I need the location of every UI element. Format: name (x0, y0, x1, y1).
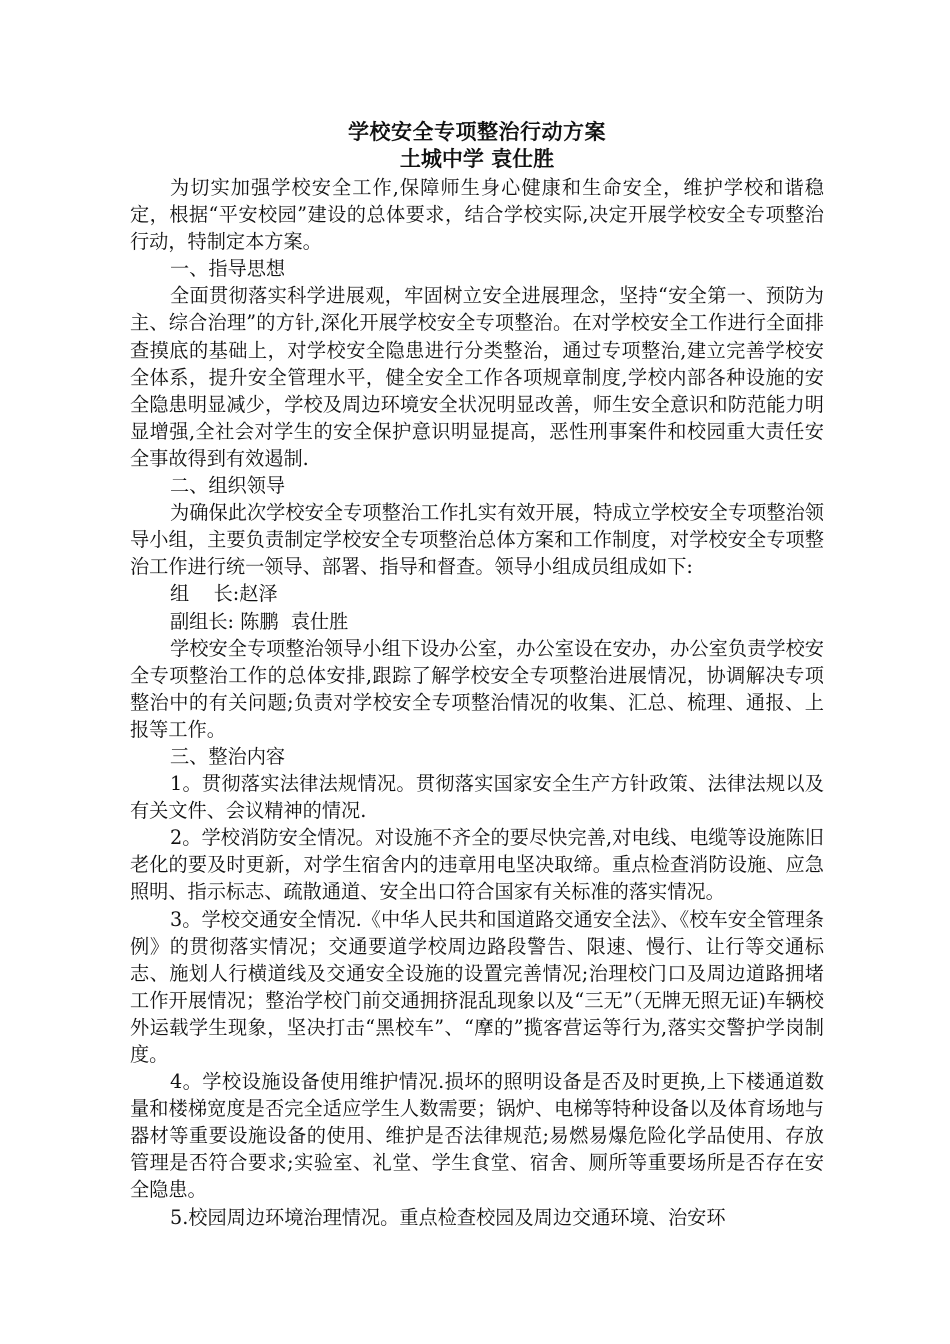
item-1-paragraph: 1。贯彻落实法律法规情况。贯彻落实国家安全生产方针政策、法律法规以及有关文件、会议精神的情况. (130, 772, 824, 823)
item-4-paragraph: 4。学校设施设备使用维护情况.损坏的照明设备是否及时更换,上下楼通道数量和楼梯宽度是否完全适应学生人数需要；锅炉、电梯等特种设备以及体育场地与器材等重要设施设备的使用、维护是否法律规范;易燃易爆危险化学品使用、存放管理是否符合要求;实验室、礼堂、学生食堂、宿舍、厕所等重要场所是否存在安全隐患。 (130, 1070, 824, 1202)
deputy-leader-line: 副组长: 陈鹏 袁仕胜 (170, 609, 349, 633)
document-title: 学校安全专项整治行动方案 (348, 119, 606, 144)
guiding-ideology-paragraph: 全面贯彻落实科学进展观，牢固树立安全进展理念，坚持“安全第一、预防为主、综合治理”的方针,深化开展学校安全专项整治。在对学校安全工作进行全面排查摸底的基础上，对学校安全隐患进行分类整治，通过专项整治,建立完善学校安全体系，提升安全管理水平，健全安全工作各项规章制度,学校内部各种设施的安全隐患明显减少，学校及周边环境安全状况明显改善，师生安全意识和防范能力明显增强,全社会对学生的安全保护意识明显提高，恶性刑事案件和校园重大责任安全事故得到有效遏制. (130, 284, 824, 470)
office-paragraph: 学校安全专项整治领导小组下设办公室，办公室设在安办，办公室负责学校安全专项整治工作的总体安排,跟踪了解学校安全专项整治进展情况，协调解决专项整治中的有关问题;负责对学校安全专项整治情况的收集、汇总、梳理、通报、上报等工作。 (130, 636, 824, 741)
item-2-paragraph: 2。学校消防安全情况。对设施不齐全的要尽快完善,对电线、电缆等设施陈旧老化的要及时更新，对学生宿舍内的违章用电坚决取缔。重点检查消防设施、应急照明、指示标志、疏散通道、安全出口符合国家有关标准的落实情况。 (130, 826, 824, 904)
item-3-paragraph: 3。学校交通安全情况.《中华人民共和国道路交通安全法》、《校车安全管理条例》的贯彻落实情况；交通要道学校周边路段警告、限速、慢行、让行等交通标志、施划人行横道线及交通安全设施的设置完善情况;治理校门口及周边道路拥堵工作开展情况；整治学校门前交通拥挤混乱现象以及“三无”（无牌无照无证)车辆校外运载学生现象，坚决打击“黑校车”、“摩的”揽客营运等行为,落实交警护学岗制度。 (130, 907, 824, 1066)
team-leader-line: 组 长:赵泽 (170, 582, 278, 606)
intro-paragraph: 为切实加强学校安全工作,保障师生身心健康和生命安全，维护学校和谐稳定，根据“平安校园”建设的总体要求，结合学校实际,决定开展学校安全专项整治行动，特制定本方案。 (130, 176, 824, 254)
document-page (130, 118, 824, 1231)
section-heading-content: 三、整治内容 (170, 744, 286, 768)
item-5-paragraph: 5.校园周边环境治理情况。重点检查校园及周边交通环境、治安环 (170, 1205, 726, 1229)
section-heading-organization: 二、组织领导 (170, 474, 286, 498)
organization-paragraph: 为确保此次学校安全专项整治工作扎实有效开展，特成立学校安全专项整治领导小组，主要负责制定学校安全专项整治总体方案和工作制度，对学校安全专项整治工作进行统一领导、部署、指导和督查。领导小组成员组成如下: (130, 501, 824, 579)
section-heading-guiding-ideology: 一、指导思想 (170, 257, 286, 281)
document-author: 土城中学 袁仕胜 (399, 146, 555, 171)
